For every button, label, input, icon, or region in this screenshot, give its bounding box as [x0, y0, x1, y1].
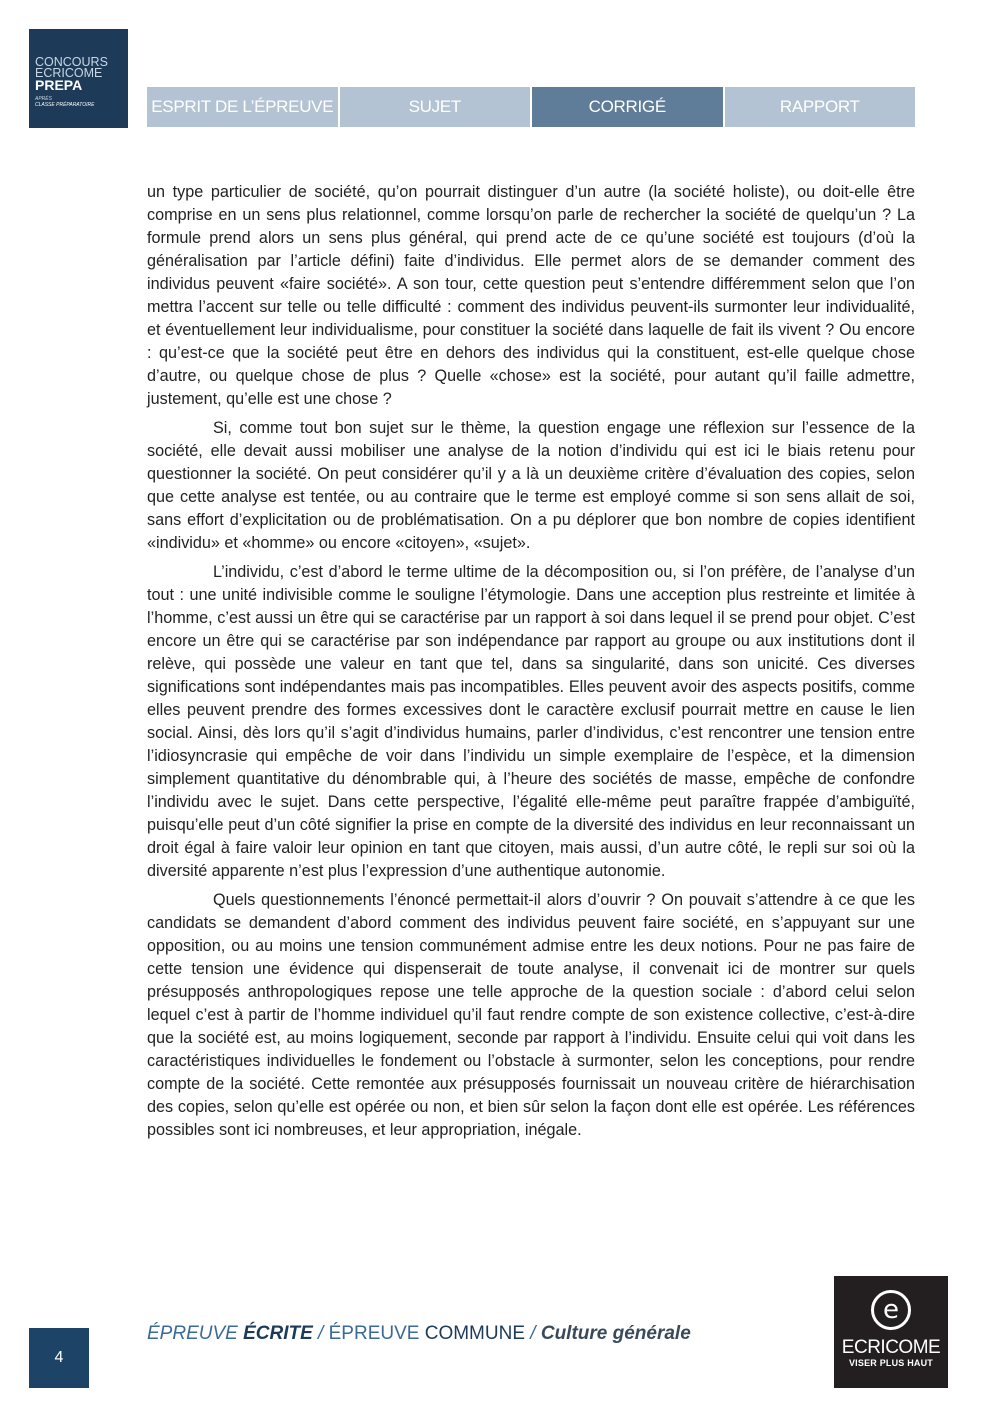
logo-line-classe: CLASSE PRÉPARATOIRE	[35, 102, 95, 108]
logo-line-ecricome: ECRICOME	[35, 66, 103, 80]
ecricome-brand-logo	[834, 1276, 948, 1388]
footer-epreuve-1: ÉPREUVE	[147, 1323, 244, 1344]
footer-sep-2: /	[525, 1323, 541, 1344]
section-tabs	[147, 87, 915, 127]
footer-ecrite: ÉCRITE	[243, 1323, 313, 1344]
brand-tagline: VISER PLUS HAUT	[848, 1358, 933, 1368]
ecricome-e-icon: e	[871, 1290, 911, 1330]
body-text	[147, 181, 915, 1148]
footer-commune: COMMUNE	[424, 1323, 525, 1344]
logo-line-apres: APRÈS	[35, 96, 52, 102]
tab-sujet[interactable]: SUJET	[340, 87, 531, 127]
tab-esprit-epreuve[interactable]: ESPRIT DE L’ÉPREUVE	[147, 87, 338, 127]
tab-corrige[interactable]: CORRIGÉ	[532, 87, 723, 127]
tab-rapport[interactable]: RAPPORT	[725, 87, 916, 127]
concours-logo	[29, 29, 128, 128]
footer-title	[147, 1323, 691, 1345]
paragraph-1: un type particulier de société, qu’on pourrait distinguer d’un autre (la société holiste), ou doit-elle être comprise en un sens plus relationnel, comme lorsqu’on parle de rechercher la société de quelqu’un ? La formule prend alors un sens plus général, qui prend acte de ce qu’une société est toujours (d’où la généralisation par l’article défini) faite d’individus. Elle permet alors de se demander comment des individus peuvent «faire société». A son tour, cette question peut s’entendre différemment selon que l’on mettra l’accent sur telle ou telle difficulté : comment des individus peuvent-ils surmonter leur individualité, et éventuellement leur individualisme, pour constituer la société dans laquelle de fait ils vivent ? Ou encore : qu’est-ce que la société peut être en dehors des individus qui la constituent, est-elle quelque chose d’autre, ou quelque chose de plus ? Quelle «chose» est la société, pour autant qu’il faille admettre, justement, qu’elle est une chose ?	[147, 183, 915, 408]
logo-line-concours: CONCOURS	[35, 55, 108, 69]
footer-culture-generale: Culture générale	[540, 1323, 691, 1344]
paragraph-3: L’individu, c’est d’abord le terme ultime de la décomposition ou, si l’on préfère, de l’analyse d’un tout : une unité indivisible comme le souligne l’étymologie. Dans une acception plus restreinte et limitée à l’homme, c’est aussi un être qui se caractérise par un rapport à soi dans lequel il se prend pour objet. C’est encore un être qui se caractérise par son indépendance par rapport au groupe ou aux institutions dont il relève, qui possède une valeur en tant que tel, dans sa singularité, dans son unicité. Ces diverses significations sont indépendantes mais pas incompatibles. Elles peuvent avoir des aspects positifs, comme elles peuvent prendre des formes excessives dont le caractère exclusif pourrait mettre en cause le lien social. Ainsi, dès lors qu’il s’agit d’individus humains, parler d’individus, c’est rencontrer une tension entre l’idiosyncrasie qui empêche de voir dans l’individu un simple exemplaire de l’espèce, et la dimension simplement quantitative du dénombrable qui, à l’heure des sociétés de masse, empêche de confondre l’individu avec le sujet. Dans cette perspective, l’égalité elle-même peut paraître frappée d’ambiguïté, puisqu’elle peut d’un côté signifier la prise en compte de la diversité des individus en leur reconnaissant un droit égal à faire valoir leur opinion en tant que citoyen, mais aussi, d’un autre côté, le repli sur soi où la diversité apparente n’est plus l’expression d’une authentique autonomie.	[147, 563, 915, 880]
paragraph-4: Quels questionnements l’énoncé permettait-il alors d’ouvrir ? On pouvait s’attendre à ce que les candidats se demandent d’abord comment des individus peuvent faire société, en s’appuyant sur une opposition, ou au moins une tension communément admise entre les deux notions. Pour ne pas faire de cette tension une évidence qui dispenserait de toute analyse, il convenait ici de montrer sur quels présupposés anthropologiques repose une telle approche de la question sociale : d’abord celui selon lequel c’est à partir de l’homme individuel qu’il faut rendre compte de son existence collective, c’est-à-dire que la société est, au moins logiquement, seconde par rapport à l’individu. Ensuite celui qui voit dans les caractéristiques individuelles le fondement ou l’obstacle à surmonter, selon les conceptions, pour rendre compte de la société. Cette remontée aux présupposés fournissait un nouveau critère de hiérarchisation des copies, selon qu’elle est opérée ou non, et bien sûr selon la façon dont elle est opérée. Les références possibles sont ici nombreuses, et leur appropriation, inégale.	[147, 891, 915, 1139]
paragraph-2: Si, comme tout bon sujet sur le thème, la question engage une réflexion sur l’essence de la société, elle devait aussi mobiliser une analyse de la notion d’individu qui est ici le biais retenu pour questionner la société. On peut considérer qu’il y a là un deuxième critère d’évaluation des copies, selon que cette analyse est tentée, ou au contraire que le terme est employé comme si son sens allait de soi, sans effort d’explicitation ou de problématisation. On a pu déplorer que bon nombre de copies identifient «individu» et «homme» ou encore «citoyen», «sujet».	[147, 419, 915, 552]
logo-line-prepa: PREPA	[35, 77, 83, 93]
brand-name: ECRICOME	[841, 1337, 941, 1358]
footer-epreuve-2: ÉPREUVE	[328, 1323, 425, 1344]
page-number: 4	[29, 1328, 89, 1388]
footer-sep-1: /	[312, 1323, 329, 1344]
